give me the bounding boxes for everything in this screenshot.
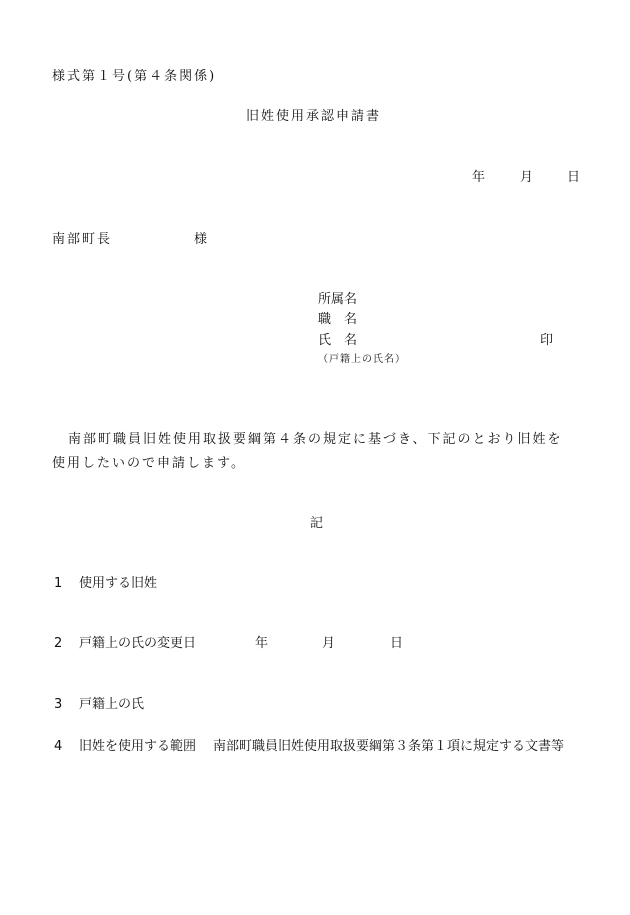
ki-heading: 記	[310, 516, 324, 531]
item-label: 使用する旧姓	[79, 576, 158, 591]
name-note: （戸籍上の氏名）	[318, 354, 406, 365]
affiliation-label: 所属名	[318, 292, 358, 307]
item-number: 2	[54, 636, 63, 651]
item-number: 1	[54, 576, 63, 591]
item-label: 旧姓を使用する範囲	[79, 739, 197, 754]
position-label: 職 名	[318, 312, 358, 327]
date-day-label: 日	[567, 170, 581, 185]
body-text-line1: 南部町職員旧姓使用取扱要綱第４条の規定に基づき、下記のとおり旧姓を	[68, 432, 563, 447]
form-label: 様式第１号(第４条関係)	[52, 69, 217, 84]
change-date-day-label: 日	[390, 636, 404, 651]
date-year-label: 年	[472, 170, 486, 185]
item-number: 3	[54, 697, 63, 712]
addressee-honorific: 様	[194, 232, 208, 247]
item-label: 戸籍上の氏	[79, 697, 145, 712]
item-number: 4	[54, 739, 63, 754]
change-date-month-label: 月	[322, 636, 336, 651]
item-value: 南部町職員旧姓使用取扱要綱第３条第１項に規定する文書等	[213, 739, 565, 754]
seal-mark: 印	[540, 333, 554, 348]
document-title: 旧姓使用承認申請書	[246, 109, 382, 124]
change-date-year-label: 年	[255, 636, 269, 651]
name-label: 氏 名	[318, 333, 358, 348]
item-label: 戸籍上の氏の変更日	[79, 636, 197, 651]
body-text-line2: 使用したいので申請します。	[52, 456, 246, 471]
date-month-label: 月	[520, 170, 534, 185]
addressee-name: 南部町長	[52, 232, 113, 247]
